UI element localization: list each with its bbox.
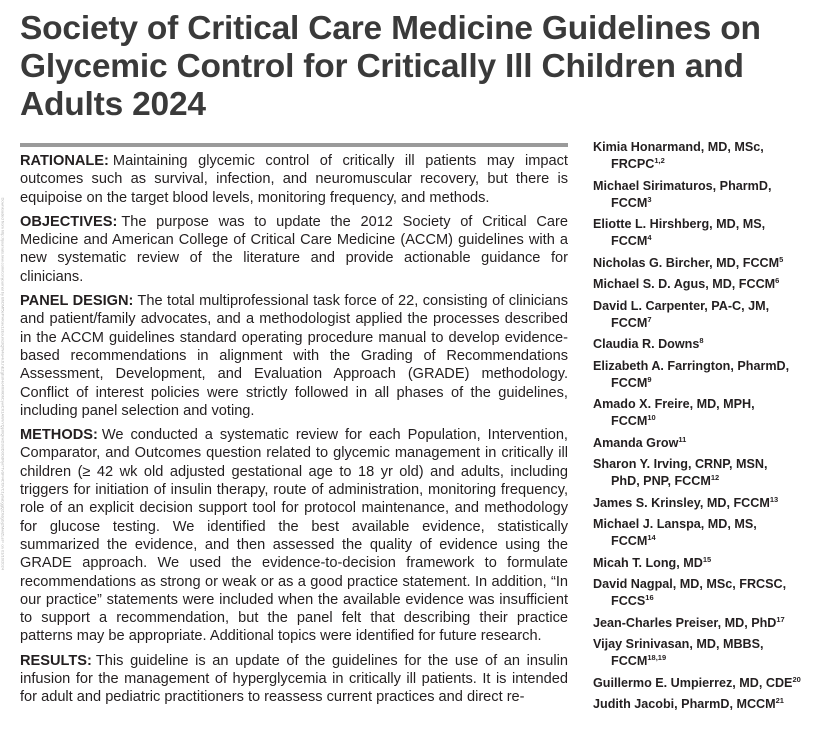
author-entry bbox=[593, 696, 828, 713]
abstract-section-panel-design bbox=[20, 292, 568, 420]
author-name-line: Kimia Honarmand, MD, MSc, bbox=[593, 140, 764, 154]
author-credentials-text: FRCPC bbox=[611, 157, 655, 171]
author-affiliation-sup: 4 bbox=[647, 232, 652, 242]
author-entry bbox=[593, 576, 828, 610]
author-affiliation-sup: 15 bbox=[702, 554, 712, 564]
title-divider bbox=[20, 143, 568, 147]
author-credentials-line bbox=[593, 156, 828, 173]
author-affiliation-sup: 9 bbox=[647, 374, 652, 384]
author-entry bbox=[593, 555, 828, 572]
author-credentials-line bbox=[593, 315, 828, 332]
author-entry bbox=[593, 675, 828, 692]
author-name-line: Michael Sirimaturos, PharmD, bbox=[593, 178, 772, 193]
author-name-line: Micah T. Long, MD bbox=[593, 555, 703, 570]
author-credentials-line bbox=[593, 233, 828, 250]
author-affiliation-sup: 8 bbox=[699, 335, 704, 345]
author-name-line: Sharon Y. Irving, CRNP, MSN, bbox=[593, 457, 768, 471]
author-name-line: Elizabeth A. Farrington, PharmD, bbox=[593, 358, 790, 373]
author-credentials-line bbox=[593, 195, 828, 212]
author-name-line: Michael S. D. Agus, MD, FCCM bbox=[593, 277, 776, 291]
section-text: We conducted a systematic review for each Population, Intervention, Comparator, and Outcomes question related to glycemic management in critically ill children (≥ 42 wk old adjusted gestational age to 18 yr old) and adults, including triggers for initiation of insulin therapy, route of administration, monitoring frequency, role of an explicit decision support tool for protocol maintenance, and methodology for glucose testing. We identified the best available evidence, statistically summarized the evidence, and then assessed the quality of evidence using the GRADE approach. We used the evidence-to-decision framework to formulate recommendations as strong or weak or as a good practice statement. In addition, “In our practice” statements were included when the available evidence was insufficient to support a recommendation, but the panel felt that describing their practice patterns may be appropriate. Additional topics were identified for future research. bbox=[20, 427, 568, 645]
author-entry bbox=[593, 495, 828, 512]
author-credentials-line bbox=[593, 473, 828, 490]
author-credentials-text: FCCM bbox=[611, 315, 648, 330]
author-entry bbox=[593, 216, 828, 250]
author-credentials-line bbox=[593, 533, 828, 550]
author-name-line: Vijay Srinivasan, MD, MBBS, bbox=[593, 637, 764, 651]
section-heading: OBJECTIVES: bbox=[20, 213, 118, 230]
author-credentials-text: FCCM bbox=[611, 414, 648, 428]
author-affiliation-sup: 7 bbox=[647, 314, 652, 324]
author-entry bbox=[593, 255, 828, 272]
section-heading: RATIONALE: bbox=[20, 153, 109, 169]
author-affiliation-sup: 11 bbox=[678, 434, 687, 444]
abstract-section-results bbox=[20, 652, 568, 707]
section-heading: METHODS: bbox=[20, 427, 98, 444]
author-name-line: Claudia R. Downs bbox=[593, 337, 700, 351]
author-affiliation-sup: 16 bbox=[645, 592, 654, 602]
author-entry bbox=[593, 298, 828, 332]
author-name-line: Guillermo E. Umpierrez, MD, CDE bbox=[593, 675, 793, 690]
author-affiliation-sup: 21 bbox=[775, 695, 784, 705]
author-entry bbox=[593, 396, 828, 430]
author-affiliation-sup: 18,19 bbox=[647, 652, 667, 662]
author-credentials-text: FCCM bbox=[611, 375, 648, 390]
author-affiliation-sup: 20 bbox=[792, 674, 801, 684]
author-credentials-text: FCCM bbox=[611, 195, 648, 210]
abstract bbox=[20, 152, 568, 713]
author-entry bbox=[593, 358, 828, 392]
author-credentials-text: FCCS bbox=[611, 594, 646, 608]
author-affiliation-sup: 10 bbox=[647, 412, 656, 422]
abstract-section-rationale bbox=[20, 152, 568, 207]
section-text: This guideline is an update of the guidelines for the use of an insulin infusion for the management of hyperglycemia in critically ill patients. It is intended for adult and pediatric practitioners to reassess current practices and direct re- bbox=[20, 652, 568, 706]
section-text: Maintaining glycemic control of critically ill patients may impact outcomes such as survival, infection, and neuromuscular recovery, but there is equipoise on the target blood levels, monitoring frequency, and methods. bbox=[20, 153, 568, 206]
author-credentials-line bbox=[593, 375, 828, 392]
author-name-line: James S. Krinsley, MD, FCCM bbox=[593, 495, 770, 510]
author-name-line: Amado X. Freire, MD, MPH, bbox=[593, 397, 755, 411]
article-title: Society of Critical Care Medicine Guidelines on Glycemic Control for Critically Ill Children and Adults 2024 bbox=[20, 10, 761, 123]
author-credentials-line bbox=[593, 653, 828, 670]
author-credentials-text: FCCM bbox=[611, 654, 648, 668]
author-affiliation-sup: 3 bbox=[647, 194, 652, 204]
author-name-line: David L. Carpenter, PA-C, JM, bbox=[593, 298, 770, 313]
author-credentials-text: PhD, PNP, FCCM bbox=[611, 474, 711, 488]
author-affiliation-sup: 1,2 bbox=[654, 155, 665, 165]
author-name-line: Amanda Grow bbox=[593, 435, 679, 450]
author-name-line: Eliotte L. Hirshberg, MD, MS, bbox=[593, 217, 766, 231]
author-name-line: David Nagpal, MD, MSc, FRCSC, bbox=[593, 577, 787, 591]
author-affiliation-sup: 14 bbox=[647, 532, 656, 542]
author-affiliation-sup: 13 bbox=[769, 494, 779, 504]
author-entry bbox=[593, 336, 828, 353]
abstract-section-methods bbox=[20, 426, 568, 646]
author-affiliation-sup: 6 bbox=[775, 275, 780, 285]
author-affiliation-sup: 5 bbox=[779, 254, 784, 264]
author-entry bbox=[593, 435, 828, 452]
author-credentials-text: FCCM bbox=[611, 234, 648, 248]
author-affiliation-sup: 12 bbox=[710, 472, 720, 482]
author-entry bbox=[593, 456, 828, 490]
download-margin-note: Downloaded from http://journals.lww.com/ccmjournal by BhDMf5ePHKav1zEoum1tQfN4a+kJLhEZgbsIHo4XMi0hCywCX1AWnYQp/IlQrHD3i3D0OdRyi7TvSFl4Cf3VC1y0abggQZXdgGj2MwlZLeI= on 01/10/2024 bbox=[0, 197, 6, 570]
author-affiliation-sup: 17 bbox=[776, 614, 785, 624]
author-name-line: Judith Jacobi, PharmD, MCCM bbox=[593, 697, 776, 711]
author-name-line: Nicholas G. Bircher, MD, FCCM bbox=[593, 255, 780, 270]
section-text: The total multiprofessional task force of 22, consisting of clinicians and patient/family advocates, and a methodologist applied the processes described in the ACCM guidelines standard operating procedure manual to develop evidence-based recommendations in alignment with the Grading of Recommendations Assessment, Development, and Evaluation Approach (GRADE) methodology. Conflict of interest policies were strictly followed in all phases of the guidelines, including panel selection and voting. bbox=[20, 293, 568, 419]
author-entry bbox=[593, 276, 828, 293]
author-entry bbox=[593, 139, 828, 173]
author-entry bbox=[593, 615, 828, 632]
section-text: The purpose was to update the 2012 Society of Critical Care Medicine and American College of Critical Care Medicine (ACCM) guidelines with a new systematic review of the literature and provide actionable guidance for clinicians. bbox=[20, 213, 568, 285]
author-entry bbox=[593, 636, 828, 670]
section-heading: PANEL DESIGN: bbox=[20, 293, 134, 310]
author-credentials-line bbox=[593, 413, 828, 430]
author-name-line: Michael J. Lanspa, MD, MS, bbox=[593, 517, 757, 531]
section-heading: RESULTS: bbox=[20, 652, 92, 669]
abstract-section-objectives bbox=[20, 213, 568, 286]
author-list bbox=[593, 139, 828, 718]
author-credentials-text: FCCM bbox=[611, 534, 648, 548]
author-entry bbox=[593, 178, 828, 212]
author-name-line: Jean-Charles Preiser, MD, PhD bbox=[593, 615, 777, 630]
author-credentials-line bbox=[593, 593, 828, 610]
author-entry bbox=[593, 516, 828, 550]
